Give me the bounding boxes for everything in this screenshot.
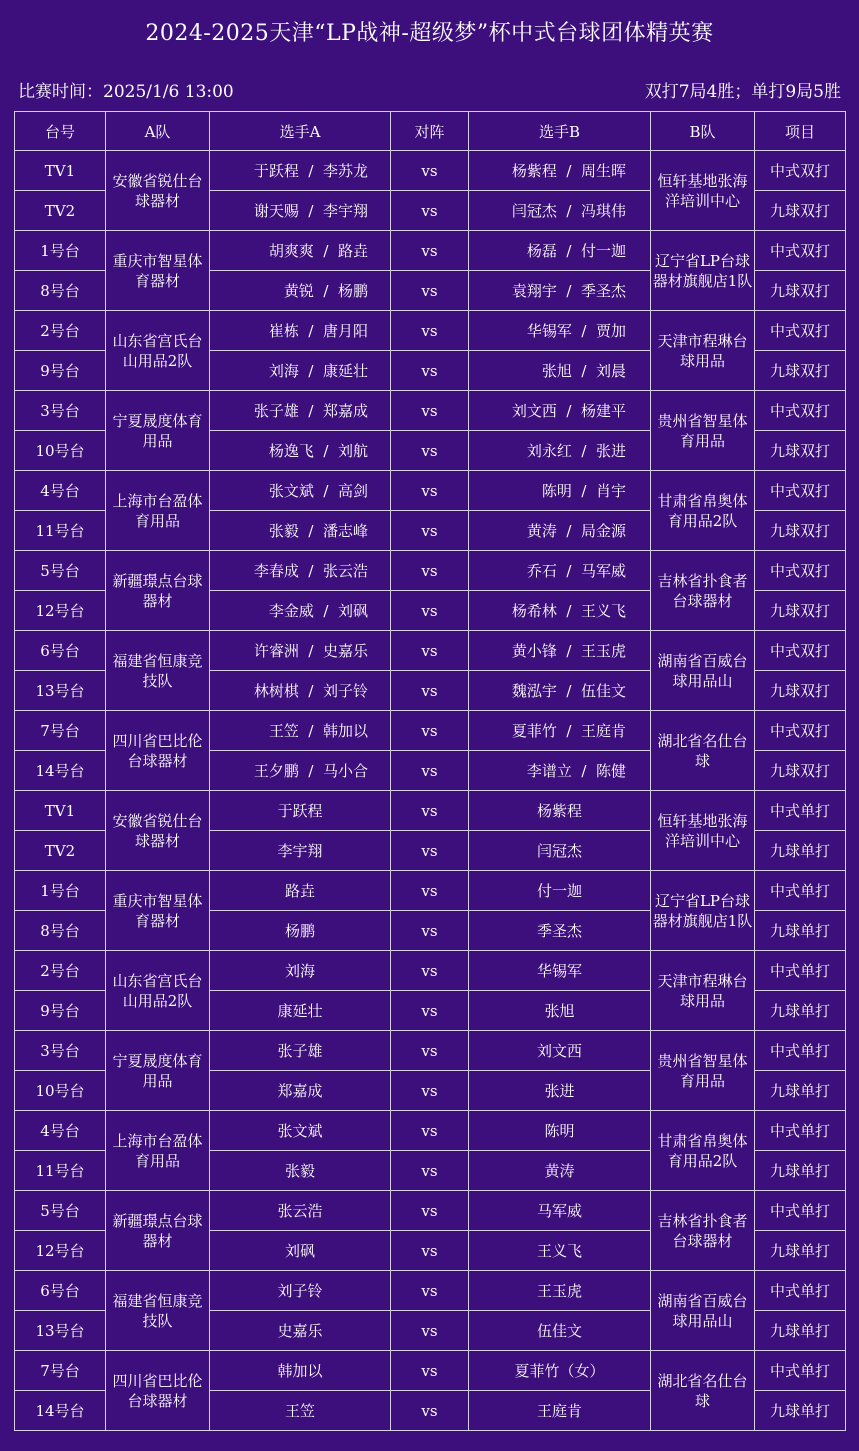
table-number: 14号台 (15, 1391, 106, 1431)
player-b: 杨紫程 / 周生晖 (469, 151, 651, 191)
player-a: 郑嘉成 (210, 1071, 391, 1111)
table-number: 11号台 (15, 1151, 106, 1191)
versus-label: vs (391, 631, 469, 671)
versus-label: vs (391, 1191, 469, 1231)
event-type: 九球双打 (755, 191, 846, 231)
team-a-name: 上海市台盈体育用品 (106, 1111, 210, 1191)
team-a-name: 福建省恒康竞技队 (106, 1271, 210, 1351)
player-a: 李金威 / 刘砜 (210, 591, 391, 631)
team-b-name: 湖北省名仕台球 (651, 1351, 755, 1431)
event-type: 中式单打 (755, 1271, 846, 1311)
table-row (15, 1351, 846, 1391)
team-a-name: 山东省宫氏台山用品2队 (106, 311, 210, 391)
table-row (15, 471, 846, 511)
event-type: 中式双打 (755, 391, 846, 431)
player-b: 王义飞 (469, 1231, 651, 1271)
team-b-name: 甘肃省帛奥体育用品2队 (651, 1111, 755, 1191)
versus-label: vs (391, 231, 469, 271)
event-type: 中式单打 (755, 1111, 846, 1151)
player-a: 李宇翔 (210, 831, 391, 871)
team-b-name: 甘肃省帛奥体育用品2队 (651, 471, 755, 551)
versus-label: vs (391, 591, 469, 631)
table-number: 4号台 (15, 471, 106, 511)
table-row (15, 1111, 846, 1151)
versus-label: vs (391, 151, 469, 191)
match-time: 比赛时间：2025/1/6 13:00 (18, 82, 234, 102)
event-type: 九球双打 (755, 671, 846, 711)
player-b: 华锡军 (469, 951, 651, 991)
player-a: 刘海 / 康延壮 (210, 351, 391, 391)
event-type: 九球单打 (755, 831, 846, 871)
player-b: 付一迦 (469, 871, 651, 911)
event-type: 中式单打 (755, 1351, 846, 1391)
player-b: 季圣杰 (469, 911, 651, 951)
event-type: 九球单打 (755, 1311, 846, 1351)
col-header-player-b: 选手B (469, 112, 651, 151)
col-header-table: 台号 (15, 112, 106, 151)
team-b-name: 吉林省扑食者台球器材 (651, 1191, 755, 1271)
table-number: 6号台 (15, 1271, 106, 1311)
table-number: 3号台 (15, 391, 106, 431)
col-header-team-b: B队 (651, 112, 755, 151)
versus-label: vs (391, 1351, 469, 1391)
versus-label: vs (391, 951, 469, 991)
player-a: 杨逸飞 / 刘航 (210, 431, 391, 471)
header-row (15, 112, 846, 151)
versus-label: vs (391, 1231, 469, 1271)
versus-label: vs (391, 551, 469, 591)
event-type: 中式双打 (755, 631, 846, 671)
table-number: 9号台 (15, 351, 106, 391)
table-number: 3号台 (15, 1031, 106, 1071)
table-number: TV2 (15, 831, 106, 871)
player-a: 路垚 (210, 871, 391, 911)
table-row (15, 151, 846, 191)
team-b-name: 恒轩基地张海洋培训中心 (651, 151, 755, 231)
player-a: 黄锐 / 杨鹏 (210, 271, 391, 311)
table-number: 7号台 (15, 1351, 106, 1391)
player-a: 王笠 / 韩加以 (210, 711, 391, 751)
team-a-name: 山东省宫氏台山用品2队 (106, 951, 210, 1031)
player-a: 张毅 / 潘志峰 (210, 511, 391, 551)
player-b: 刘文西 / 杨建平 (469, 391, 651, 431)
event-type: 中式单打 (755, 791, 846, 831)
event-type: 中式双打 (755, 151, 846, 191)
player-b: 闫冠杰 / 冯琪伟 (469, 191, 651, 231)
team-b-name: 湖南省百威台球用品山 (651, 631, 755, 711)
versus-label: vs (391, 911, 469, 951)
col-header-player-a: 选手A (210, 112, 391, 151)
player-a: 许睿洲 / 史嘉乐 (210, 631, 391, 671)
event-type: 中式单打 (755, 1031, 846, 1071)
event-type: 中式单打 (755, 1191, 846, 1231)
player-b: 黄涛 (469, 1151, 651, 1191)
versus-label: vs (391, 391, 469, 431)
player-a: 张云浩 (210, 1191, 391, 1231)
player-a: 张毅 (210, 1151, 391, 1191)
player-a: 张子雄 / 郑嘉成 (210, 391, 391, 431)
player-b: 乔石 / 马军威 (469, 551, 651, 591)
player-b: 王玉虎 (469, 1271, 651, 1311)
player-a: 刘海 (210, 951, 391, 991)
table-number: 13号台 (15, 1311, 106, 1351)
versus-label: vs (391, 671, 469, 711)
match-format: 双打7局4胜；单打9局5胜 (644, 82, 841, 102)
player-a: 胡爽爽 / 路垚 (210, 231, 391, 271)
player-b: 杨希林 / 王义飞 (469, 591, 651, 631)
player-b: 王庭肯 (469, 1391, 651, 1431)
player-a: 林树棋 / 刘子铃 (210, 671, 391, 711)
player-b: 袁翔宇 / 季圣杰 (469, 271, 651, 311)
versus-label: vs (391, 511, 469, 551)
team-b-name: 贵州省智星体育用品 (651, 391, 755, 471)
player-a: 张文斌 / 高剑 (210, 471, 391, 511)
player-a: 张文斌 (210, 1111, 391, 1151)
event-type: 九球双打 (755, 351, 846, 391)
versus-label: vs (391, 471, 469, 511)
player-a: 康延壮 (210, 991, 391, 1031)
player-a: 刘子铃 (210, 1271, 391, 1311)
versus-label: vs (391, 191, 469, 231)
event-type: 中式双打 (755, 231, 846, 271)
team-a-name: 安徽省锐仕台球器材 (106, 791, 210, 871)
player-a: 韩加以 (210, 1351, 391, 1391)
event-type: 九球单打 (755, 991, 846, 1031)
team-b-name: 湖北省名仕台球 (651, 711, 755, 791)
team-b-name: 天津市程琳台球用品 (651, 951, 755, 1031)
table-number: 2号台 (15, 311, 106, 351)
versus-label: vs (391, 351, 469, 391)
versus-label: vs (391, 1311, 469, 1351)
player-b: 华锡军 / 贾加 (469, 311, 651, 351)
table-number: TV1 (15, 791, 106, 831)
team-a-name: 四川省巴比伦台球器材 (106, 1351, 210, 1431)
versus-label: vs (391, 991, 469, 1031)
versus-label: vs (391, 1151, 469, 1191)
team-b-name: 辽宁省LP台球器材旗舰店1队 (651, 231, 755, 311)
versus-label: vs (391, 1391, 469, 1431)
table-row (15, 951, 846, 991)
player-a: 张子雄 (210, 1031, 391, 1071)
table-number: 8号台 (15, 271, 106, 311)
table-row (15, 711, 846, 751)
versus-label: vs (391, 1271, 469, 1311)
table-number: 10号台 (15, 431, 106, 471)
table-number: TV2 (15, 191, 106, 231)
event-type: 中式单打 (755, 951, 846, 991)
player-a: 刘砜 (210, 1231, 391, 1271)
versus-label: vs (391, 1111, 469, 1151)
table-number: 10号台 (15, 1071, 106, 1111)
team-b-name: 辽宁省LP台球器材旗舰店1队 (651, 871, 755, 951)
player-b: 马军威 (469, 1191, 651, 1231)
versus-label: vs (391, 1031, 469, 1071)
player-b: 刘文西 (469, 1031, 651, 1071)
event-type: 九球单打 (755, 1151, 846, 1191)
player-a: 于跃程 (210, 791, 391, 831)
versus-label: vs (391, 431, 469, 471)
schedule-table (14, 111, 846, 1431)
table-row (15, 551, 846, 591)
team-b-name: 贵州省智星体育用品 (651, 1031, 755, 1111)
team-b-name: 恒轩基地张海洋培训中心 (651, 791, 755, 871)
player-b: 夏菲竹（女） (469, 1351, 651, 1391)
player-b: 杨磊 / 付一迦 (469, 231, 651, 271)
versus-label: vs (391, 711, 469, 751)
table-number: 6号台 (15, 631, 106, 671)
versus-label: vs (391, 1071, 469, 1111)
table-number: 14号台 (15, 751, 106, 791)
player-b: 陈明 (469, 1111, 651, 1151)
table-number: 8号台 (15, 911, 106, 951)
versus-label: vs (391, 871, 469, 911)
event-type: 九球单打 (755, 1391, 846, 1431)
table-number: 1号台 (15, 231, 106, 271)
event-type: 九球单打 (755, 1071, 846, 1111)
event-type: 九球双打 (755, 751, 846, 791)
event-type: 九球双打 (755, 271, 846, 311)
player-a: 史嘉乐 (210, 1311, 391, 1351)
table-row (15, 391, 846, 431)
table-row (15, 631, 846, 671)
table-number: 1号台 (15, 871, 106, 911)
event-type: 中式双打 (755, 471, 846, 511)
player-a: 崔栋 / 唐月阳 (210, 311, 391, 351)
event-type: 中式单打 (755, 871, 846, 911)
event-type: 九球双打 (755, 591, 846, 631)
table-number: 7号台 (15, 711, 106, 751)
team-b-name: 天津市程琳台球用品 (651, 311, 755, 391)
table-row (15, 231, 846, 271)
versus-label: vs (391, 311, 469, 351)
player-a: 王笠 (210, 1391, 391, 1431)
table-row (15, 311, 846, 351)
team-a-name: 安徽省锐仕台球器材 (106, 151, 210, 231)
schedule-body (15, 151, 846, 1431)
player-b: 魏泓宇 / 伍佳文 (469, 671, 651, 711)
team-a-name: 重庆市智星体育器材 (106, 231, 210, 311)
event-type: 九球单打 (755, 911, 846, 951)
versus-label: vs (391, 751, 469, 791)
col-header-versus: 对阵 (391, 112, 469, 151)
team-a-name: 上海市台盈体育用品 (106, 471, 210, 551)
player-a: 李春成 / 张云浩 (210, 551, 391, 591)
event-type: 九球双打 (755, 511, 846, 551)
event-type: 中式双打 (755, 551, 846, 591)
table-number: 5号台 (15, 1191, 106, 1231)
player-a: 谢天赐 / 李宇翔 (210, 191, 391, 231)
event-type: 中式双打 (755, 311, 846, 351)
table-number: 13号台 (15, 671, 106, 711)
versus-label: vs (391, 791, 469, 831)
team-a-name: 宁夏晟度体育用品 (106, 391, 210, 471)
table-row (15, 791, 846, 831)
table-number: 4号台 (15, 1111, 106, 1151)
player-b: 陈明 / 肖宇 (469, 471, 651, 511)
team-a-name: 新疆璟点台球器材 (106, 1191, 210, 1271)
team-b-name: 湖南省百威台球用品山 (651, 1271, 755, 1351)
event-type: 中式双打 (755, 711, 846, 751)
player-b: 张旭 (469, 991, 651, 1031)
table-number: TV1 (15, 151, 106, 191)
player-b: 黄涛 / 局金源 (469, 511, 651, 551)
team-a-name: 新疆璟点台球器材 (106, 551, 210, 631)
player-b: 张进 (469, 1071, 651, 1111)
versus-label: vs (391, 271, 469, 311)
team-a-name: 重庆市智星体育器材 (106, 871, 210, 951)
player-a: 杨鹏 (210, 911, 391, 951)
player-b: 闫冠杰 (469, 831, 651, 871)
team-a-name: 宁夏晟度体育用品 (106, 1031, 210, 1111)
table-row (15, 1271, 846, 1311)
table-row (15, 1191, 846, 1231)
table-row (15, 1031, 846, 1071)
player-b: 杨紫程 (469, 791, 651, 831)
table-number: 2号台 (15, 951, 106, 991)
table-number: 9号台 (15, 991, 106, 1031)
table-row (15, 871, 846, 911)
col-header-event: 项目 (755, 112, 846, 151)
event-type: 九球双打 (755, 431, 846, 471)
versus-label: vs (391, 831, 469, 871)
team-b-name: 吉林省扑食者台球器材 (651, 551, 755, 631)
player-a: 王夕鹏 / 马小合 (210, 751, 391, 791)
player-b: 伍佳文 (469, 1311, 651, 1351)
page-title: 2024-2025天津“LP战神-超级梦”杯中式台球团体精英赛 (145, 21, 714, 46)
player-a: 于跃程 / 李苏龙 (210, 151, 391, 191)
team-a-name: 福建省恒康竞技队 (106, 631, 210, 711)
team-a-name: 四川省巴比伦台球器材 (106, 711, 210, 791)
player-b: 张旭 / 刘晨 (469, 351, 651, 391)
player-b: 刘永红 / 张进 (469, 431, 651, 471)
player-b: 李谱立 / 陈健 (469, 751, 651, 791)
col-header-team-a: A队 (106, 112, 210, 151)
table-number: 12号台 (15, 591, 106, 631)
player-b: 夏菲竹 / 王庭肯 (469, 711, 651, 751)
event-type: 九球单打 (755, 1231, 846, 1271)
table-number: 11号台 (15, 511, 106, 551)
player-b: 黄小锋 / 王玉虎 (469, 631, 651, 671)
table-number: 5号台 (15, 551, 106, 591)
table-number: 12号台 (15, 1231, 106, 1271)
